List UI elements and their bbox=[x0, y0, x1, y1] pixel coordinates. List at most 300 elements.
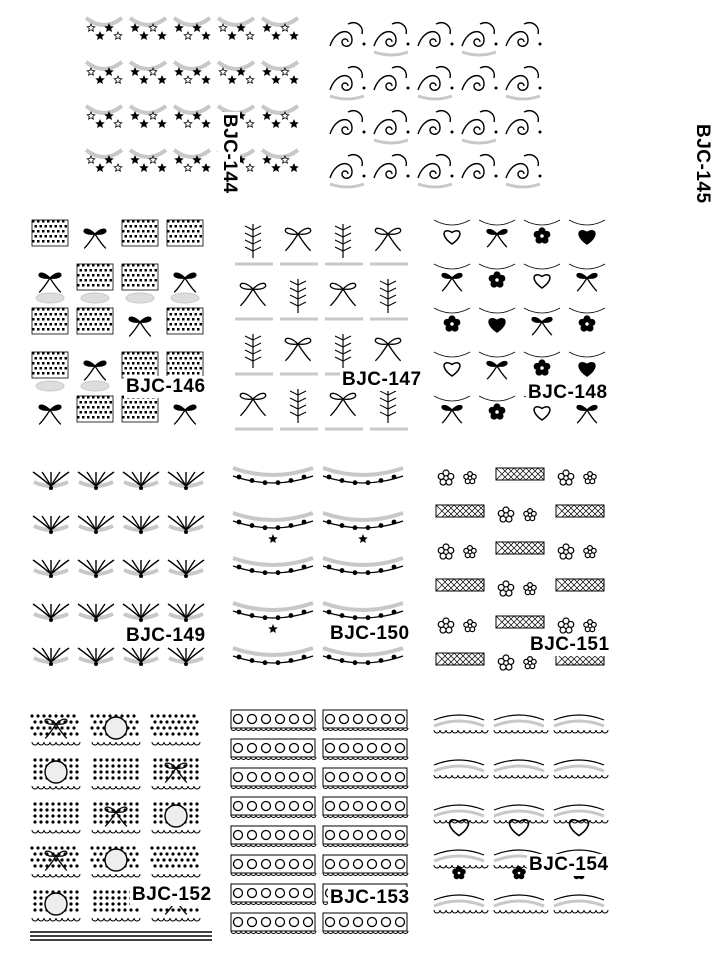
houndstooth-check bbox=[60, 235, 63, 238]
houndstooth-check bbox=[132, 416, 135, 419]
swag-curve bbox=[434, 721, 484, 726]
polka-dot bbox=[39, 896, 42, 899]
swag-curve bbox=[418, 184, 452, 187]
lace-band bbox=[323, 826, 407, 844]
rose-motif bbox=[368, 802, 377, 811]
swag-curve bbox=[323, 468, 403, 475]
houndstooth-check bbox=[110, 323, 113, 326]
lace-scallop bbox=[134, 742, 140, 745]
lace-scallop bbox=[458, 730, 464, 733]
lace-scallop bbox=[464, 910, 470, 913]
polka-dot bbox=[156, 726, 159, 729]
houndstooth-check bbox=[125, 401, 128, 404]
houndstooth-check bbox=[97, 328, 100, 331]
lace-scallop bbox=[128, 918, 134, 921]
houndstooth-check bbox=[130, 357, 133, 360]
polka-dot bbox=[165, 758, 168, 761]
houndstooth-check bbox=[52, 352, 55, 355]
polka-dot bbox=[159, 770, 162, 773]
lace-scallop bbox=[578, 910, 584, 913]
heart-shape bbox=[579, 363, 595, 376]
polka-dot bbox=[129, 808, 132, 811]
lace-scallop bbox=[164, 742, 170, 745]
houndstooth-check bbox=[185, 367, 188, 370]
star-shape bbox=[87, 68, 95, 75]
polka-dot bbox=[39, 764, 42, 767]
houndstooth-check bbox=[35, 323, 38, 326]
houndstooth-check bbox=[177, 308, 180, 311]
star-shape bbox=[131, 156, 139, 163]
swag-curve bbox=[554, 895, 604, 900]
houndstooth-check bbox=[57, 220, 60, 223]
houndstooth-check bbox=[102, 264, 105, 267]
polka-dot bbox=[63, 758, 66, 761]
rose-motif bbox=[304, 860, 313, 869]
polka-dot bbox=[93, 802, 96, 805]
polka-dot bbox=[93, 908, 96, 911]
houndstooth-check bbox=[182, 220, 185, 223]
houndstooth-check bbox=[187, 240, 190, 243]
houndstooth-check bbox=[82, 274, 85, 277]
swag-curve bbox=[494, 811, 544, 816]
lace-scallop bbox=[566, 910, 572, 913]
lace-arc-heart-artwork bbox=[428, 704, 618, 944]
lace-scallop bbox=[464, 865, 470, 868]
polka-dot bbox=[39, 770, 42, 773]
houndstooth-check bbox=[195, 225, 198, 228]
lace-scallop bbox=[32, 874, 38, 877]
lace-band bbox=[323, 913, 407, 931]
houndstooth-check bbox=[40, 323, 43, 326]
hanging-line bbox=[524, 352, 560, 357]
houndstooth-check bbox=[110, 401, 113, 404]
rose-motif bbox=[276, 715, 285, 724]
houndstooth-check bbox=[87, 406, 90, 409]
lace-scallop bbox=[518, 775, 524, 778]
lace-scallop bbox=[170, 742, 176, 745]
houndstooth-check bbox=[100, 323, 103, 326]
houndstooth-check bbox=[195, 357, 198, 360]
houndstooth-check bbox=[107, 328, 110, 331]
polka-dot bbox=[129, 814, 132, 817]
houndstooth-check bbox=[182, 240, 185, 243]
houndstooth-check bbox=[127, 264, 130, 267]
houndstooth-check bbox=[47, 230, 50, 233]
silver-oval bbox=[81, 293, 109, 303]
houndstooth-check bbox=[60, 225, 63, 228]
star-shape bbox=[246, 120, 254, 127]
houndstooth-check bbox=[32, 220, 35, 223]
polka-dot bbox=[177, 720, 180, 723]
bow-tails bbox=[442, 278, 462, 291]
houndstooth-check bbox=[170, 323, 173, 326]
houndstooth-check bbox=[40, 367, 43, 370]
lace-scallop bbox=[500, 730, 506, 733]
bead bbox=[263, 570, 268, 575]
star-shape bbox=[202, 76, 210, 83]
polka-dot bbox=[195, 820, 198, 823]
lace-scallop bbox=[170, 786, 176, 789]
polka-dot bbox=[189, 808, 192, 811]
swag-curve bbox=[434, 850, 484, 855]
rose-motif bbox=[304, 773, 313, 782]
houndstooth-check bbox=[97, 308, 100, 311]
houndstooth-check bbox=[152, 240, 155, 243]
hearts-bows-artwork bbox=[428, 212, 618, 444]
houndstooth-check bbox=[92, 396, 95, 399]
lace-band bbox=[231, 797, 315, 815]
polka-dot bbox=[42, 726, 45, 729]
swirl-dot bbox=[407, 175, 410, 178]
polka-dot bbox=[135, 808, 138, 811]
polka-dot bbox=[39, 808, 42, 811]
silver-ring bbox=[45, 893, 67, 915]
houndstooth-check bbox=[82, 396, 85, 399]
houndstooth-check bbox=[45, 225, 48, 228]
houndstooth-check bbox=[197, 328, 200, 331]
star-shape bbox=[272, 120, 280, 127]
polka-dot bbox=[90, 858, 93, 861]
polka-dot bbox=[33, 764, 36, 767]
swirl-dot bbox=[495, 131, 498, 134]
lace-scallop bbox=[32, 918, 38, 921]
lace-scallop bbox=[122, 830, 128, 833]
houndstooth-check bbox=[145, 357, 148, 360]
bead bbox=[302, 655, 307, 660]
houndstooth-check bbox=[47, 318, 50, 321]
polka-dot bbox=[33, 808, 36, 811]
polka-dot bbox=[189, 908, 192, 911]
houndstooth-check bbox=[187, 318, 190, 321]
sticker-sheet-bjc-149 bbox=[26, 458, 216, 690]
houndstooth-check bbox=[57, 308, 60, 311]
houndstooth-check bbox=[85, 401, 88, 404]
houndstooth-check bbox=[182, 362, 185, 365]
lace-scallop bbox=[62, 786, 68, 789]
lace-scallop bbox=[542, 820, 548, 823]
houndstooth-check bbox=[105, 313, 108, 316]
houndstooth-check bbox=[127, 240, 130, 243]
bead bbox=[340, 613, 345, 618]
polka-dot bbox=[111, 896, 114, 899]
swag-curve bbox=[554, 715, 604, 720]
star-shape bbox=[140, 76, 148, 83]
lace-scallop bbox=[560, 820, 566, 823]
silver-oval bbox=[81, 381, 109, 391]
houndstooth-check bbox=[155, 367, 158, 370]
swirl-dot bbox=[407, 87, 410, 90]
lace-scallop bbox=[176, 742, 182, 745]
houndstooth-check bbox=[192, 328, 195, 331]
houndstooth-check bbox=[197, 372, 200, 375]
swirl-dot bbox=[495, 87, 498, 90]
rose-motif bbox=[396, 831, 405, 840]
houndstooth-check bbox=[175, 235, 178, 238]
polka-dot bbox=[135, 770, 138, 773]
polka-dot bbox=[99, 890, 102, 893]
houndstooth-check bbox=[190, 225, 193, 228]
rose-motif bbox=[276, 744, 285, 753]
hanging-line bbox=[434, 264, 470, 269]
houndstooth-check bbox=[42, 328, 45, 331]
polka-dot bbox=[132, 714, 135, 717]
lace-scallop bbox=[554, 775, 560, 778]
rose-motif bbox=[340, 802, 349, 811]
bead bbox=[366, 480, 371, 485]
lace-scallop bbox=[176, 874, 182, 877]
houndstooth-check bbox=[55, 357, 58, 360]
polka-dot bbox=[69, 808, 72, 811]
rose-motif bbox=[340, 831, 349, 840]
polka-dot bbox=[93, 864, 96, 867]
houndstooth-check bbox=[55, 235, 58, 238]
polka-dot bbox=[177, 776, 180, 779]
polka-dot bbox=[168, 846, 171, 849]
polka-dot bbox=[39, 776, 42, 779]
lace-scallop bbox=[500, 820, 506, 823]
lace-scallop bbox=[194, 742, 200, 745]
swag-curve bbox=[494, 766, 544, 771]
polka-dot bbox=[33, 814, 36, 817]
star-shape bbox=[140, 120, 148, 127]
swirl-dot bbox=[539, 43, 542, 46]
lace-scallop bbox=[164, 918, 170, 921]
rose-motif bbox=[248, 773, 257, 782]
swirl-dot bbox=[451, 131, 454, 134]
lace-scallop bbox=[68, 742, 74, 745]
lace-scallop bbox=[182, 786, 188, 789]
lace-scallop bbox=[494, 730, 500, 733]
houndstooth-check bbox=[137, 372, 140, 375]
houndstooth-check bbox=[110, 411, 113, 414]
houndstooth-check bbox=[130, 367, 133, 370]
sheet-code-bjc-151: BJC-151 bbox=[530, 634, 610, 655]
houndstooth-check bbox=[80, 313, 83, 316]
swag-curve bbox=[434, 901, 484, 906]
houndstooth-check bbox=[187, 308, 190, 311]
sticker-sheet-bjc-150 bbox=[225, 458, 415, 690]
lace-scallop bbox=[536, 775, 542, 778]
lace-scallop bbox=[482, 910, 488, 913]
rose-motif bbox=[382, 831, 391, 840]
bead bbox=[289, 658, 294, 663]
houndstooth-check bbox=[47, 362, 50, 365]
polka-dot bbox=[120, 714, 123, 717]
rose-motif bbox=[326, 773, 335, 782]
rose-motif bbox=[396, 802, 405, 811]
polka-dot bbox=[42, 714, 45, 717]
polka-dot bbox=[189, 720, 192, 723]
houndstooth-check bbox=[152, 230, 155, 233]
lace-scallop bbox=[92, 830, 98, 833]
lace-scallop bbox=[128, 786, 134, 789]
polka-dot bbox=[123, 758, 126, 761]
swag-curve bbox=[554, 811, 604, 816]
polka-dot bbox=[123, 770, 126, 773]
houndstooth-check bbox=[167, 362, 170, 365]
polka-dot bbox=[69, 764, 72, 767]
hanging-line bbox=[569, 352, 605, 357]
houndstooth-check bbox=[150, 401, 153, 404]
rose-motif bbox=[304, 715, 313, 724]
houndstooth-check bbox=[100, 279, 103, 282]
houndstooth-check bbox=[142, 264, 145, 267]
rose-motif bbox=[262, 744, 271, 753]
houndstooth-check bbox=[187, 362, 190, 365]
polka-dot bbox=[117, 758, 120, 761]
houndstooth-check bbox=[130, 401, 133, 404]
lace-scallop bbox=[182, 874, 188, 877]
bow-tails bbox=[240, 289, 265, 306]
houndstooth-check bbox=[125, 279, 128, 282]
lace-scallop bbox=[74, 830, 80, 833]
bow-tails bbox=[285, 234, 310, 251]
houndstooth-check bbox=[147, 274, 150, 277]
houndstooth-check bbox=[37, 230, 40, 233]
rose-motif bbox=[248, 918, 257, 927]
houndstooth-check bbox=[82, 264, 85, 267]
houndstooth-check bbox=[45, 313, 48, 316]
houndstooth-check bbox=[142, 352, 145, 355]
polka-dot bbox=[111, 802, 114, 805]
rose-motif bbox=[382, 918, 391, 927]
houndstooth-check bbox=[110, 313, 113, 316]
lace-scallop bbox=[512, 730, 518, 733]
hanging-line bbox=[479, 220, 515, 225]
flower-center bbox=[564, 476, 569, 481]
polka-dot bbox=[171, 720, 174, 723]
rose-motif bbox=[354, 802, 363, 811]
polka-dot bbox=[195, 864, 198, 867]
polka-dot bbox=[45, 890, 48, 893]
houndstooth-check bbox=[140, 367, 143, 370]
houndstooth-check bbox=[45, 357, 48, 360]
houndstooth-check bbox=[200, 225, 203, 228]
sheet-code-bjc-150: BJC-150 bbox=[330, 623, 410, 644]
polka-dot bbox=[153, 758, 156, 761]
swirl-dot bbox=[495, 175, 498, 178]
polka-dot bbox=[135, 864, 138, 867]
rose-motif bbox=[396, 773, 405, 782]
hanging-line bbox=[569, 308, 605, 313]
polka-dot bbox=[33, 852, 36, 855]
lace-scallop bbox=[176, 830, 182, 833]
bead bbox=[353, 570, 358, 575]
polka-dot bbox=[162, 846, 165, 849]
rose-motif bbox=[290, 918, 299, 927]
polka-dot bbox=[150, 846, 153, 849]
polka-dot bbox=[36, 726, 39, 729]
bow-loops bbox=[442, 406, 462, 411]
houndstooth-check bbox=[57, 318, 60, 321]
bow-tails bbox=[45, 724, 67, 738]
polka-dot bbox=[105, 896, 108, 899]
houndstooth-check bbox=[152, 416, 155, 419]
polka-dot bbox=[111, 902, 114, 905]
bow-tails bbox=[84, 366, 106, 380]
houndstooth-check bbox=[172, 362, 175, 365]
polka-dot bbox=[36, 714, 39, 717]
lace-scallop bbox=[464, 730, 470, 733]
polka-dot bbox=[105, 802, 108, 805]
houndstooth-check bbox=[137, 362, 140, 365]
rose-motif bbox=[396, 715, 405, 724]
star-shape bbox=[175, 112, 183, 119]
houndstooth-check bbox=[97, 274, 100, 277]
swirl-stroke bbox=[506, 111, 538, 135]
polka-dot bbox=[129, 864, 132, 867]
houndstooth-check bbox=[135, 269, 138, 272]
flower-center bbox=[444, 550, 449, 555]
polka-dot bbox=[195, 808, 198, 811]
houndstooth-check bbox=[147, 372, 150, 375]
star-shape bbox=[131, 112, 139, 119]
houndstooth-check bbox=[182, 372, 185, 375]
bead bbox=[353, 480, 358, 485]
polka-dot bbox=[108, 714, 111, 717]
lace-scallop bbox=[98, 874, 104, 877]
lace-band bbox=[323, 768, 407, 786]
star-shape bbox=[175, 156, 183, 163]
polka-dot bbox=[135, 720, 138, 723]
star-shape bbox=[158, 76, 166, 83]
rose-motif bbox=[304, 744, 313, 753]
polka-dot bbox=[180, 726, 183, 729]
polka-dot bbox=[195, 776, 198, 779]
flower-center bbox=[468, 550, 472, 554]
houndstooth-check bbox=[37, 362, 40, 365]
swag-curve bbox=[494, 715, 544, 720]
polka-dot bbox=[132, 846, 135, 849]
polka-dot bbox=[129, 908, 132, 911]
lace-scallop bbox=[74, 786, 80, 789]
star-shape bbox=[175, 68, 183, 75]
star-shape bbox=[184, 32, 192, 39]
flower-center bbox=[564, 624, 569, 629]
polka-dot bbox=[183, 864, 186, 867]
polka-dot bbox=[105, 758, 108, 761]
rose-motif bbox=[234, 889, 243, 898]
swirl-stroke bbox=[374, 111, 406, 135]
houndstooth-check bbox=[122, 230, 125, 233]
crown-bead bbox=[49, 618, 53, 622]
houndstooth-check bbox=[92, 318, 95, 321]
houndstooth-check bbox=[127, 352, 130, 355]
polka-dot bbox=[99, 814, 102, 817]
houndstooth-check bbox=[137, 406, 140, 409]
polka-dot bbox=[69, 890, 72, 893]
crown-bead bbox=[139, 662, 143, 666]
houndstooth-check bbox=[180, 367, 183, 370]
houndstooth-check bbox=[177, 230, 180, 233]
houndstooth-check bbox=[57, 328, 60, 331]
polka-dot bbox=[195, 732, 198, 735]
houndstooth-check bbox=[147, 362, 150, 365]
polka-dot bbox=[195, 908, 198, 911]
polka-dot bbox=[72, 846, 75, 849]
houndstooth-check bbox=[200, 313, 203, 316]
houndstooth-check bbox=[192, 220, 195, 223]
swag-curve bbox=[434, 895, 484, 900]
rose-motif bbox=[262, 715, 271, 724]
rose-motif bbox=[340, 773, 349, 782]
swag-curve bbox=[494, 760, 544, 765]
polka-dot bbox=[153, 764, 156, 767]
houndstooth-check bbox=[145, 367, 148, 370]
rose-motif bbox=[340, 918, 349, 927]
houndstooth-check bbox=[132, 274, 135, 277]
polka-dot bbox=[117, 908, 120, 911]
